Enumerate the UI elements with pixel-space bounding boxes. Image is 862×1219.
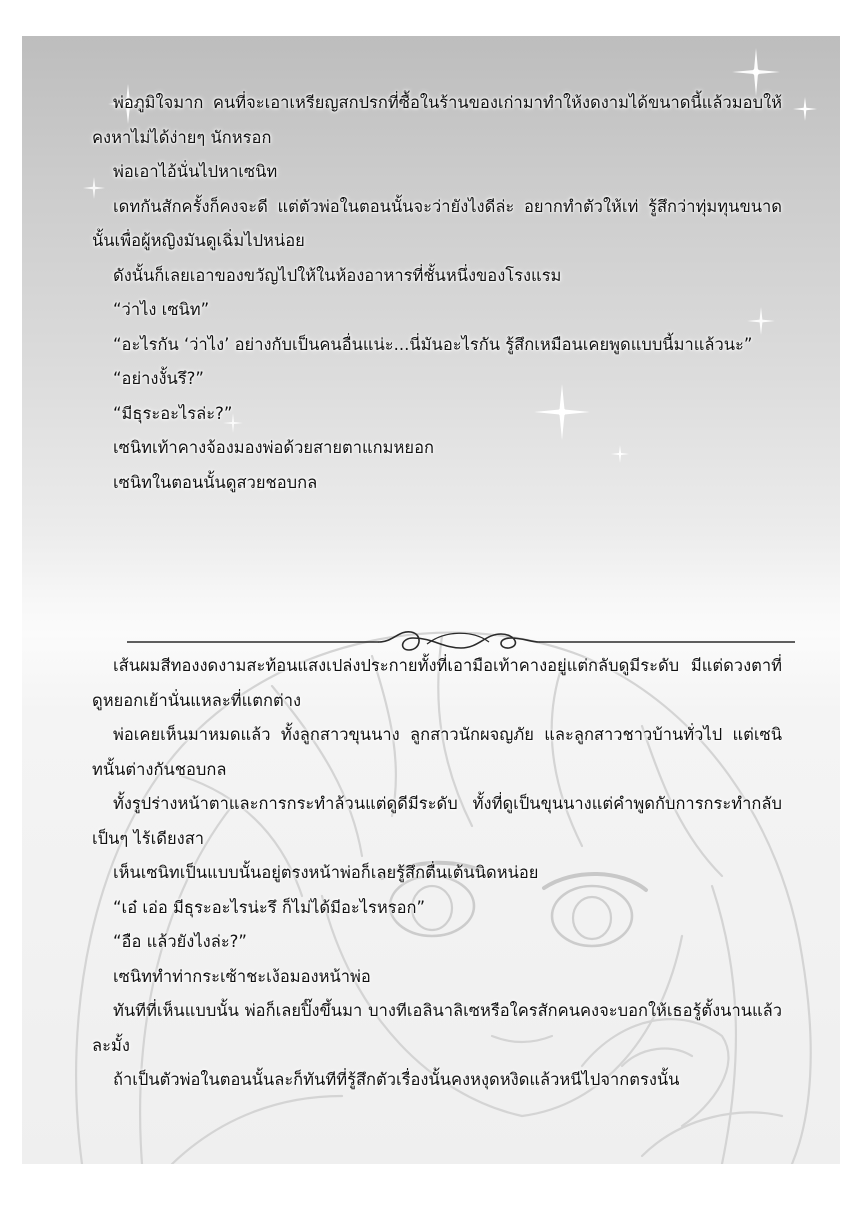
paragraph: เซนิทในตอนนั้นดูสวยชอบกล — [113, 472, 318, 492]
paragraph: ทันทีที่เห็นแบบนั้น พ่อก็เลยปิ๊งขึ้นมา บางทีเอลินาลิเซหรือใครสักคนคงจะบอกให้เธอรู้ตั้งนานแล้วละมั้ง — [92, 1001, 782, 1055]
text-section-bottom — [92, 649, 782, 1098]
paragraph: เห็นเซนิทเป็นแบบนั้นอยู่ตรงหน้าพ่อก็เลยรู้สึกตื่นเต้นนิดหน่อย — [113, 863, 539, 882]
paragraph: พ่อเคยเห็นมาหมดแล้ว ทั้งลูกสาวขุนนาง ลูกสาวนักผจญภัย และลูกสาวชาวบ้านทั่วไป แต่เซนิทนั้นต่างกันชอบกล — [92, 725, 782, 779]
paragraph: “มีธุระอะไรล่ะ?” — [113, 403, 233, 423]
paragraph: ดังนั้นก็เลยเอาของขวัญไปให้ในห้องอาหารที่ชั้นหนึ่งของโรงแรม — [113, 265, 562, 285]
paragraph: เซนิททำท่ากระเซ้าชะเง้อมองหน้าพ่อ — [113, 966, 371, 986]
paragraph: เดทกันสักครั้งก็คงจะดี แต่ตัวพ่อในตอนนั้นจะว่ายังไงดีล่ะ อยากทำตัวให้เท่ รู้สึกว่าทุ่มทุนขนาดนั้นเพื่อผู้หญิงมันดูเฉิ่มไปหน่อย — [92, 196, 782, 250]
paragraph: “อย่างงั้นรึ?” — [113, 369, 204, 388]
paragraph: เส้นผมสีทองงดงามสะท้อนแสงเปล่งประกายทั้งที่เอามือเท้าคางอยู่แต่กลับดูมีระดับ มีแต่ดวงตาที่ดูหยอกเย้านั่นแหละที่แตกต่าง — [92, 656, 782, 710]
paragraph: เซนิทเท้าคางจ้องมองพ่อด้วยสายตาแกมหยอก — [113, 438, 434, 457]
paragraph: “เอ๋ เอ่อ มีธุระอะไรน่ะรึ ก็ไม่ได้มีอะไรหรอก” — [113, 897, 426, 917]
paragraph: พ่อเอาไอ้นั่นไปหาเซนิท — [113, 162, 278, 181]
paragraph: พ่อภูมิใจมาก คนที่จะเอาเหรียญสกปรกที่ซื้อในร้านของเก่ามาทำให้งดงามได้ขนาดนี้แล้วมอบให้คงหาไม่ได้ง่ายๆ นักหรอก — [92, 93, 782, 147]
paragraph: ทั้งรูปร่างหน้าตาและการกระทำล้วนแต่ดูดีมีระดับ ทั้งที่ดูเป็นขุนนางแต่คำพูดกับการกระทำกลับเป็นๆ ไร้เดียงสา — [92, 794, 782, 848]
paragraph: “อะไรกัน ‘ว่าไง’ อย่างกับเป็นคนอื่นแน่ะ...นี่มันอะไรกัน รู้สึกเหมือนเคยพูดแบบนี้มาแล้วนะ” — [113, 334, 753, 354]
paragraph: “ว่าไง เซนิท” — [113, 300, 210, 319]
paragraph: “อือ แล้วยังไงล่ะ?” — [113, 932, 247, 951]
sparkle-icon — [792, 96, 818, 122]
text-section-top — [92, 86, 782, 500]
paragraph: ถ้าเป็นตัวพ่อในตอนนั้นละก็ทันทีที่รู้สึกตัวเรื่องนั้นคงหงุดหงิดแล้วหนีไปจากตรงนั้น — [113, 1070, 680, 1089]
